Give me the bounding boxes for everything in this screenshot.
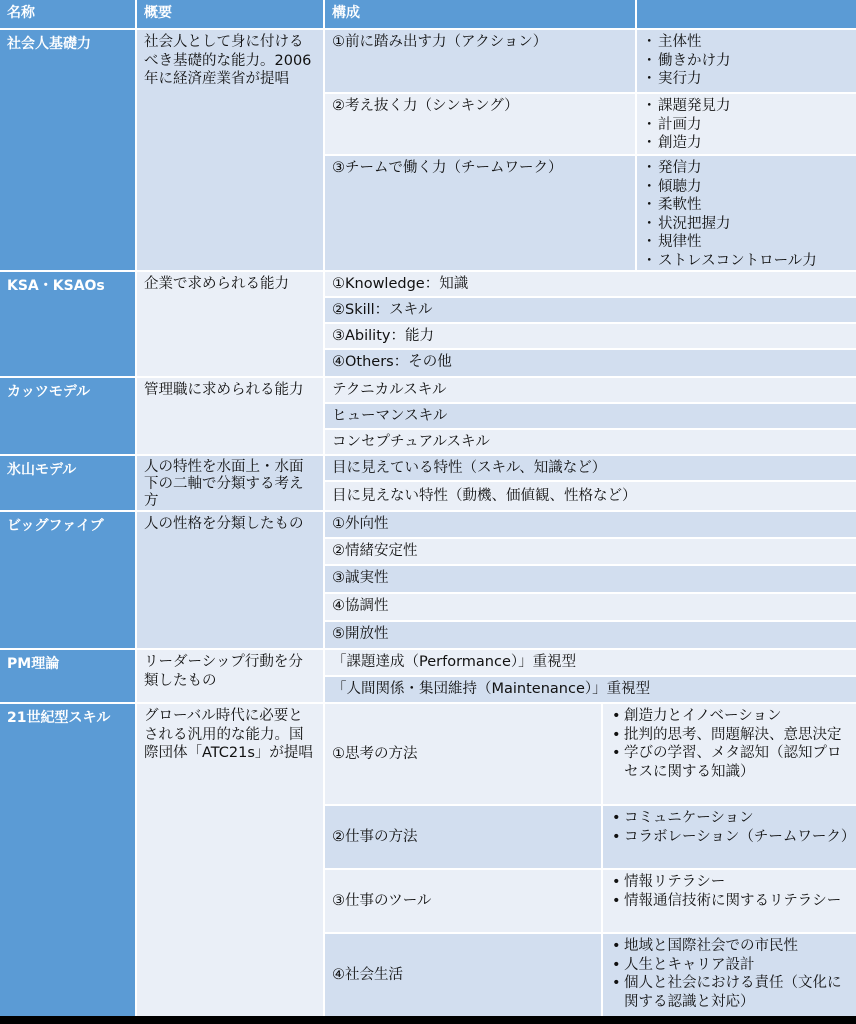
header-details [637,0,856,28]
details-list [603,934,856,1016]
row-summary-pm: リーダーシップ行動を分類したもの [137,650,323,702]
detail-item: ・ 創造力 [644,134,849,153]
structure-item: ①Knowledge：知識 [325,272,856,296]
structure-item: 目に見えない特性（動機、価値観、性格など） [325,482,856,510]
row-name-bigfive: ビッグファイブ [0,512,135,648]
row-name-skills21: 21世紀型スキル [0,704,135,1016]
structure-item: 目に見えている特性（スキル、知識など） [325,456,856,480]
detail-item: ・ 状況把握力 [644,215,849,234]
row-summary-iceberg: 人の特性を水面上・水面下の二軸で分類する考え方 [137,456,323,510]
detail-item: • 学びの学習、メタ認知（認知プロセスに関する知識） [610,744,849,781]
details-list [637,156,856,270]
detail-item: • 創造力とイノベーション [610,707,849,726]
row-summary-skills21: グローバル時代に必要とされる汎用的な能力。国際団体「ATC21s」が提唱 [137,704,323,1016]
detail-item: ・ 課題発見力 [644,97,849,116]
structure-item: ③チームで働く力（チームワーク） [325,156,635,270]
structure-item: ②考え抜く力（シンキング） [325,94,635,154]
detail-item: • コラボレーション（チームワーク） [610,828,849,847]
row-summary-ksa: 企業で求められる能力 [137,272,323,376]
detail-item: ・ 働きかけ力 [644,52,849,71]
row-summary-shakaijin: 社会人として身に付けるべき基礎的な能力。2006年に経済産業省が提唱 [137,30,323,270]
structure-item: ④協調性 [325,594,856,620]
details-list [603,704,856,804]
detail-item: • 情報リテラシー [610,873,849,892]
detail-item: ・ 実行力 [644,70,849,89]
row-name-katz: カッツモデル [0,378,135,454]
detail-item: • 情報通信技術に関するリテラシー [610,892,849,911]
detail-item: • 人生とキャリア設計 [610,956,849,975]
detail-item: • 地域と国際社会での市民性 [610,937,849,956]
structure-item: ②Skill：スキル [325,298,856,322]
structure-item: ⑤開放性 [325,622,856,648]
header-structure: 構成 [325,0,635,28]
structure-item: ③Ability：能力 [325,324,856,348]
structure-item: ③誠実性 [325,566,856,592]
detail-item: ・ 柔軟性 [644,196,849,215]
structure-item: 「課題達成（Performance）」重視型 [325,650,856,675]
structure-item: ④Others：その他 [325,350,856,376]
details-list [603,870,856,932]
structure-item: ①前に踏み出す力（アクション） [325,30,635,92]
header-summary: 概要 [137,0,323,28]
detail-item: ・ 発信力 [644,159,849,178]
details-list [637,94,856,154]
header-name: 名称 [0,0,135,28]
detail-item: • コミュニケーション [610,809,849,828]
row-name-iceberg: 氷山モデル [0,456,135,510]
row-name-shakaijin: 社会人基礎力 [0,30,135,270]
row-name-ksa: KSA・KSAOs [0,272,135,376]
detail-item: ・ ストレスコントロール力 [644,252,849,271]
row-summary-katz: 管理職に求められる能力 [137,378,323,454]
details-list [637,30,856,92]
structure-item: ④社会生活 [325,934,601,1016]
details-list [603,806,856,868]
row-summary-bigfive: 人の性格を分類したもの [137,512,323,648]
structure-item: 「人間関係・集団維持（Maintenance）」重視型 [325,677,856,702]
detail-item: ・ 規律性 [644,233,849,252]
detail-item: • 個人と社会における責任（文化に関する認識と対応） [610,974,849,1011]
structure-item: ヒューマンスキル [325,404,856,428]
detail-item: ・ 主体性 [644,33,849,52]
row-name-pm: PM理論 [0,650,135,702]
structure-item: ②仕事の方法 [325,806,601,868]
detail-item: • 批判的思考、問題解決、意思決定 [610,726,849,745]
structure-item: コンセプチュアルスキル [325,430,856,454]
structure-item: ①外向性 [325,512,856,537]
detail-item: ・ 計画力 [644,116,849,135]
structure-item: テクニカルスキル [325,378,856,402]
structure-item: ②情緒安定性 [325,539,856,564]
structure-item: ①思考の方法 [325,704,601,804]
structure-item: ③仕事のツール [325,870,601,932]
detail-item: ・ 傾聴力 [644,178,849,197]
